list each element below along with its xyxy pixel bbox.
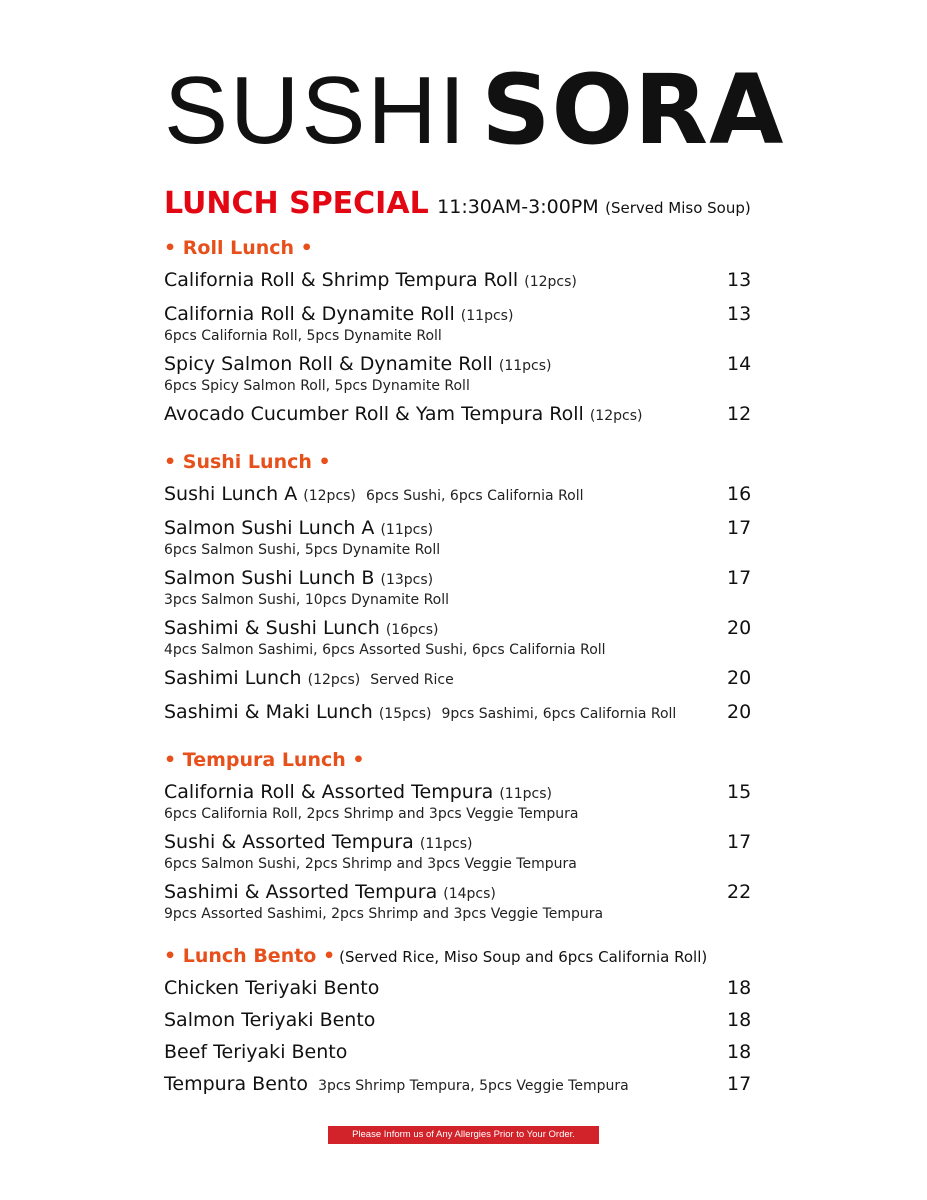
menu-item-qty: (11pcs) bbox=[419, 836, 473, 852]
menu-item-line bbox=[164, 666, 764, 692]
lunch-special-note: (Served Miso Soup) bbox=[605, 199, 751, 217]
menu-item-line bbox=[164, 516, 764, 542]
menu-item-qty: (12pcs) bbox=[589, 408, 643, 424]
section-title: • Sushi Lunch • bbox=[164, 451, 331, 473]
menu-item-qty: (11pcs) bbox=[460, 308, 514, 324]
menu-item-qty: (11pcs) bbox=[380, 522, 434, 538]
menu-item bbox=[164, 402, 764, 428]
section-note: (Served Rice, Miso Soup and 6pcs California Roll) bbox=[339, 948, 708, 966]
menu-item-name: Salmon Sushi Lunch B bbox=[164, 567, 375, 589]
lunch-special-header bbox=[164, 186, 751, 221]
menu-item-line bbox=[164, 566, 764, 592]
menu-item-name: Salmon Sushi Lunch A bbox=[164, 517, 375, 539]
menu-item-price: 14 bbox=[727, 353, 752, 375]
menu-item bbox=[164, 616, 764, 658]
menu-item-name: Sashimi & Maki Lunch bbox=[164, 701, 373, 723]
menu-item bbox=[164, 268, 764, 294]
menu-item-name: Sashimi & Sushi Lunch bbox=[164, 617, 380, 639]
menu-item bbox=[164, 352, 764, 394]
menu-item bbox=[164, 1008, 764, 1032]
menu-item-line bbox=[164, 1072, 764, 1098]
menu-item bbox=[164, 780, 764, 822]
menu-item-description: 6pcs Spicy Salmon Roll, 5pcs Dynamite Roll bbox=[164, 378, 470, 394]
menu-item-price: 18 bbox=[727, 977, 752, 999]
brand-bold-text: SORA bbox=[481, 54, 785, 166]
menu-item-qty: (11pcs) bbox=[499, 786, 552, 802]
menu-list bbox=[164, 236, 764, 1098]
menu-item-price: 17 bbox=[727, 831, 752, 853]
menu-item-qty: (11pcs) bbox=[498, 358, 552, 374]
menu-item-price: 20 bbox=[727, 701, 752, 723]
menu-item bbox=[164, 830, 764, 872]
menu-item-price: 22 bbox=[727, 881, 752, 903]
menu-item-name: Sashimi Lunch bbox=[164, 667, 302, 689]
menu-item-extra: 6pcs Sushi, 6pcs California Roll bbox=[365, 488, 584, 504]
menu-item-price: 17 bbox=[727, 517, 752, 539]
menu-item-qty: (12pcs) bbox=[303, 488, 356, 504]
menu-item-description: 3pcs Salmon Sushi, 10pcs Dynamite Roll bbox=[164, 592, 450, 608]
menu-item-line bbox=[164, 700, 764, 726]
menu-item-line bbox=[164, 830, 764, 856]
menu-item-description: 9pcs Assorted Sashimi, 2pcs Shrimp and 3pcs Veggie Tempura bbox=[164, 906, 604, 922]
menu-item-price: 17 bbox=[727, 1073, 752, 1095]
menu-item-line bbox=[164, 616, 764, 642]
menu-item-qty: (13pcs) bbox=[380, 572, 434, 588]
menu-item-name: Sashimi & Assorted Tempura bbox=[164, 881, 438, 903]
menu-item-extra: 9pcs Sashimi, 6pcs California Roll bbox=[441, 706, 677, 722]
brand-light-text: SUSHI bbox=[164, 57, 468, 164]
menu-item-price: 15 bbox=[727, 781, 752, 803]
section-title: • Lunch Bento • bbox=[164, 945, 336, 967]
menu-item-line bbox=[164, 1008, 764, 1032]
menu-item-qty: (14pcs) bbox=[443, 886, 496, 902]
menu-item-name: California Roll & Dynamite Roll bbox=[164, 303, 455, 325]
menu-item-name: Salmon Teriyaki Bento bbox=[164, 1009, 376, 1031]
menu-item-name: Sushi & Assorted Tempura bbox=[164, 831, 414, 853]
menu-item-line bbox=[164, 302, 764, 328]
section-header bbox=[164, 236, 764, 260]
section-header bbox=[164, 450, 764, 474]
menu-item-qty: (12pcs) bbox=[524, 274, 577, 290]
menu-item-name: Spicy Salmon Roll & Dynamite Roll bbox=[164, 353, 493, 375]
menu-item-price: 20 bbox=[727, 617, 752, 639]
menu-item-line bbox=[164, 976, 764, 1000]
menu-item-price: 18 bbox=[727, 1009, 752, 1031]
allergy-notice: Please Inform us of Any Allergies Prior to Your Order. bbox=[328, 1126, 599, 1144]
menu-item-name: Chicken Teriyaki Bento bbox=[164, 977, 380, 999]
menu-item bbox=[164, 1072, 764, 1098]
menu-item-price: 13 bbox=[727, 269, 752, 291]
menu-item bbox=[164, 302, 764, 344]
menu-item-name: Sushi Lunch A bbox=[164, 483, 298, 505]
lunch-special-hours: 11:30AM-3:00PM bbox=[437, 196, 599, 218]
menu-item-price: 17 bbox=[727, 567, 752, 589]
menu-item-qty: (12pcs) bbox=[307, 672, 361, 688]
menu-item bbox=[164, 516, 764, 558]
menu-item bbox=[164, 880, 764, 922]
menu-item-qty: (15pcs) bbox=[378, 706, 432, 722]
lunch-special-title: LUNCH SPECIAL bbox=[164, 186, 429, 221]
menu-item-line bbox=[164, 352, 764, 378]
menu-item bbox=[164, 700, 764, 726]
menu-item bbox=[164, 1040, 764, 1064]
menu-item-qty: (16pcs) bbox=[385, 622, 439, 638]
section-header bbox=[164, 944, 764, 968]
menu-item bbox=[164, 666, 764, 692]
menu-item-name: Avocado Cucumber Roll & Yam Tempura Roll bbox=[164, 403, 584, 425]
menu-item-price: 20 bbox=[727, 667, 752, 689]
menu-item-description: 6pcs Salmon Sushi, 5pcs Dynamite Roll bbox=[164, 542, 441, 558]
menu-item-name: Beef Teriyaki Bento bbox=[164, 1041, 348, 1063]
menu-item-description: 6pcs California Roll, 5pcs Dynamite Roll bbox=[164, 328, 442, 344]
menu-item-line bbox=[164, 1040, 764, 1064]
menu-item-price: 16 bbox=[727, 483, 752, 505]
restaurant-logo bbox=[164, 54, 785, 166]
menu-item bbox=[164, 566, 764, 608]
section-title: • Roll Lunch • bbox=[164, 237, 313, 259]
menu-item bbox=[164, 482, 764, 508]
menu-item-line bbox=[164, 880, 764, 906]
menu-item bbox=[164, 976, 764, 1000]
section-header bbox=[164, 748, 764, 772]
menu-item-price: 13 bbox=[727, 303, 752, 325]
menu-item-name: California Roll & Shrimp Tempura Roll bbox=[164, 269, 519, 291]
section-title: • Tempura Lunch • bbox=[164, 749, 365, 771]
menu-item-price: 12 bbox=[727, 403, 752, 425]
menu-item-line bbox=[164, 402, 764, 428]
menu-item-extra: Served Rice bbox=[370, 672, 454, 688]
menu-item-extra: 3pcs Shrimp Tempura, 5pcs Veggie Tempura bbox=[318, 1078, 629, 1094]
menu-item-description: 6pcs California Roll, 2pcs Shrimp and 3pcs Veggie Tempura bbox=[164, 806, 579, 822]
menu-item-name: Tempura Bento bbox=[164, 1073, 309, 1095]
menu-item-description: 4pcs Salmon Sashimi, 6pcs Assorted Sushi, 6pcs California Roll bbox=[164, 642, 606, 658]
menu-item-line bbox=[164, 780, 764, 806]
menu-item-name: California Roll & Assorted Tempura bbox=[164, 781, 494, 803]
menu-item-line bbox=[164, 268, 764, 294]
menu-item-line bbox=[164, 482, 764, 508]
menu-item-price: 18 bbox=[727, 1041, 752, 1063]
menu-item-description: 6pcs Salmon Sushi, 2pcs Shrimp and 3pcs Veggie Tempura bbox=[164, 856, 577, 872]
